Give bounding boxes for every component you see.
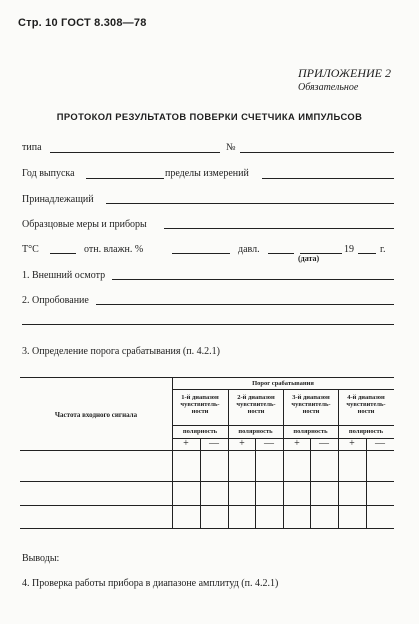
standards-field[interactable] [164,228,394,229]
pressure-field[interactable] [268,253,294,254]
range-2-header: 2-й диапазон чувствитель- ности [236,394,276,415]
humidity-field[interactable] [172,253,230,254]
date-note: (дата) [298,254,320,263]
col-frequency-header: Частота входного сигнала [54,411,138,419]
section-2-field-extra[interactable] [22,324,394,325]
plus-4: + [349,438,355,449]
polarity-3: полярность [293,428,328,435]
owner-label: Принадлежащий [22,194,94,205]
section-1-field[interactable] [112,279,394,280]
section-4-label: 4. Проверка работы прибора в диапазоне амплитуд (п. 4.2.1) [22,578,279,589]
number-label: № [226,142,236,153]
type-field[interactable] [50,152,220,153]
conclusions-label: Выводы: [22,553,60,564]
appendix-subtitle: Обязательное [298,82,359,93]
standards-label: Образцовые меры и приборы [22,219,147,230]
limits-field[interactable] [262,178,394,179]
minus-3: — [319,438,329,449]
section-2-field[interactable] [96,304,394,305]
year-field[interactable] [86,178,164,179]
section-2-label: 2. Опробование [22,295,89,306]
year-label: Год выпуска [22,168,75,179]
number-field[interactable] [240,152,394,153]
range-4-header: 4-й диапазон чувствитель- ности [346,394,386,415]
limits-label: пределы измерений [165,168,249,179]
plus-1: + [183,438,189,449]
year-suffix: г. [380,244,386,255]
range-3-header: 3-й диапазон чувствитель- ности [291,394,331,415]
plus-3: + [294,438,300,449]
section-1-label: 1. Внешний осмотр [22,270,106,281]
temperature-field[interactable] [50,253,76,254]
document-title: ПРОТОКОЛ РЕЗУЛЬТАТОВ ПОВЕРКИ СЧЕТЧИКА ИМПУЛЬСОВ [56,111,363,122]
owner-field[interactable] [106,203,394,204]
pressure-label: давл. [238,244,260,255]
page-header: Стр. 10 ГОСТ 8.308—78 [18,17,147,29]
minus-2: — [264,438,274,449]
minus-4: — [375,438,385,449]
range-1-header: 1-й диапазон чувствитель- ности [180,394,220,415]
plus-2: + [239,438,245,449]
polarity-1: полярность [182,428,218,435]
section-3-label: 3. Определение порога срабатывания (п. 4.2.1) [22,346,220,357]
temperature-label: Т°С [22,244,39,255]
minus-1: — [209,438,219,449]
appendix-title: ПРИЛОЖЕНИЕ 2 [298,66,391,80]
threshold-header: Порог срабатывания [252,380,314,387]
humidity-label: отн. влажн. % [84,244,144,255]
polarity-2: полярность [238,428,273,435]
appendix-block [298,66,391,93]
year-prefix: 19 [344,244,354,255]
date-year-field[interactable] [358,253,376,254]
type-label: типа [22,142,42,153]
polarity-4: полярность [348,428,384,435]
threshold-table [20,377,394,528]
